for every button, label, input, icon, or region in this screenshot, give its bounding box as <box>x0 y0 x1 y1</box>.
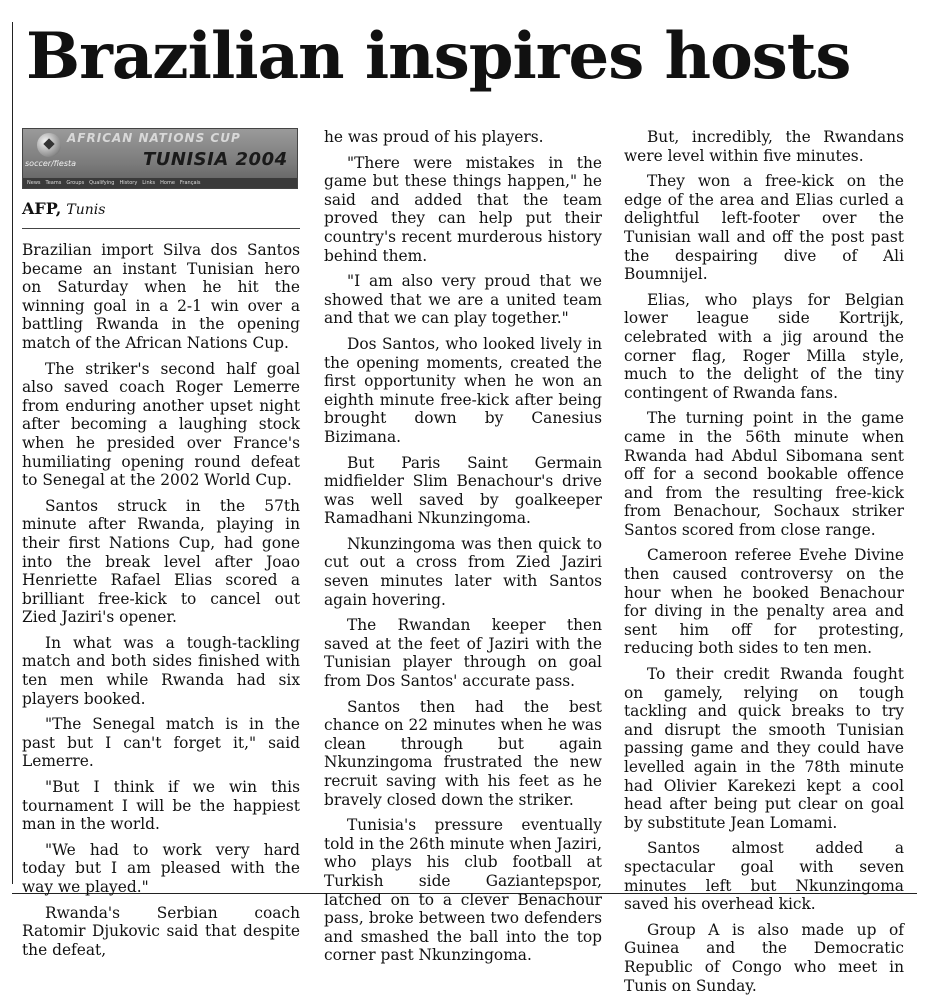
paragraph: "There were mistakes in the game but these things happen," he said and added that the team proved they can help put their country's recent murderous history behind them. <box>324 153 602 265</box>
byline-rule <box>22 228 300 229</box>
byline-place: Tunis <box>66 202 106 218</box>
paragraph: The Rwandan keeper then saved at the feet of Jaziri with the Tunisian player through on goal from Dos Santos' accurate pass. <box>324 616 602 691</box>
paragraph: Elias, who plays for Belgian lower league side Kortrijk, celebrated with a jig around the corner flag, Roger Milla style, much to the delight of the tiny contingent of Rwanda fans. <box>624 290 904 402</box>
article-column-2 <box>324 128 602 972</box>
paragraph: But, incredibly, the Rwandans were level within five minutes. <box>624 128 904 165</box>
paragraph: But Paris Saint Germain midfielder Slim Benachour's drive was well saved by goalkeeper Ramadhani Nkunzingoma. <box>324 453 602 528</box>
byline-agency: AFP, <box>22 199 62 218</box>
article-column-1 <box>22 128 300 966</box>
paragraph: The turning point in the game came in the 56th minute when Rwanda had Abdul Sibomana sent off for a second bookable offence and from the resulting free-kick from Benachour, Sochaux striker Santos scored from close range. <box>624 409 904 539</box>
banner-main-title: TUNISIA 2004 <box>143 149 288 170</box>
paragraph: In what was a tough-tackling match and both sides finished with ten men while Rwanda had six players booked. <box>22 633 300 708</box>
paragraph: he was proud of his players. <box>324 128 544 146</box>
paragraph: Group A is also made up of Guinea and the Democratic Republic of Congo who meet in Tunis on Sunday. <box>624 920 904 995</box>
banner-nav-item: Groups <box>66 180 85 186</box>
tournament-banner <box>22 128 298 189</box>
banner-nav-item: History <box>119 180 138 186</box>
paragraph: The striker's second half goal also saved coach Roger Lemerre from enduring another upset night after becoming a laughing stock when he presided over France's humiliating opening round defeat to Senegal at the 2002 World Cup. <box>22 359 300 490</box>
paragraph: Tunisia's pressure eventually told in the 26th minute when Jaziri, who plays his club football at Turkish side Gaziantepspor, latched on to a clever Benachour pass, broke between two defenders and smashed the ball into the top corner past Nkunzingoma. <box>324 816 602 965</box>
article-column-3 <box>624 128 904 1002</box>
paragraph: "We had to work very hard today but I am pleased with the way we played." <box>22 840 300 896</box>
paragraph: Santos almost added a spectacular goal with seven minutes left but Nkunzingoma saved his overhead kick. <box>624 839 904 914</box>
paragraph: Santos then had the best chance on 22 minutes when he was clean through but again Nkunzingoma frustrated the new recruit saving with his feet as he bravely closed down the striker. <box>324 697 602 809</box>
paragraph: "I am also very proud that we showed that we are a united team and that we can play together." <box>324 272 602 328</box>
banner-nav-item: Home <box>160 180 175 186</box>
banner-nav <box>23 178 297 188</box>
banner-subtitle: soccer/fiesta <box>25 159 77 168</box>
banner-nav-item: Links <box>142 180 156 186</box>
banner-nav-item: News <box>27 180 41 186</box>
headline: Brazilian inspires hosts <box>26 19 851 94</box>
banner-title: AFRICAN NATIONS CUP <box>67 131 241 145</box>
paragraph: "The Senegal match is in the past but I can't forget it," said Lemerre. <box>22 715 300 771</box>
paragraph: Santos struck in the 57th minute after Rwanda, playing in their first Nations Cup, had gone into the break level after Joao Henriette Rafael Elias scored a brilliant free-kick to cancel out Zied Jaziri's opener. <box>22 496 300 627</box>
banner-nav-item: Qualifying <box>89 180 115 186</box>
paragraph: "But I think if we win this tournament I will be the happiest man in the world. <box>22 778 300 834</box>
banner-nav-item: Français <box>179 180 201 186</box>
left-column-rule <box>12 22 13 884</box>
paragraph: They won a free-kick on the edge of the area and Elias curled a delightful left-footer over the Tunisian wall and off the post past the despairing dive of Ali Boumnijel. <box>624 172 904 284</box>
paragraph: Brazilian import Silva dos Santos became an instant Tunisian hero on Saturday when he hit the winning goal in a 2-1 win over a battling Rwanda in the opening match of the African Nations Cup. <box>22 241 300 352</box>
paragraph: Rwanda's Serbian coach Ratomir Djukovic said that despite the defeat, <box>22 903 300 959</box>
banner-nav-item: Teams <box>45 180 62 186</box>
paragraph: Cameroon referee Evehe Divine then caused controversy on the hour when he booked Benachour for diving in the penalty area and sent him off for protesting, reducing both sides to ten men. <box>624 546 904 658</box>
paragraph: Dos Santos, who looked lively in the opening moments, created the first opportunity when he won an eighth minute free-kick after being brought down by Canesius Bizimana. <box>324 334 602 446</box>
paragraph: To their credit Rwanda fought on gamely, relying on tough tackling and quick breaks to try and disrupt the smooth Tunisian passing game and they could have levelled again in the 78th minute had Olivier Karekezi kept a cool head after being put clear on goal by substitute Jean Lomami. <box>624 665 904 832</box>
byline <box>22 199 300 220</box>
paragraph: Nkunzingoma was then quick to cut out a cross from Zied Jaziri seven minutes later with Santos again hovering. <box>324 534 602 609</box>
